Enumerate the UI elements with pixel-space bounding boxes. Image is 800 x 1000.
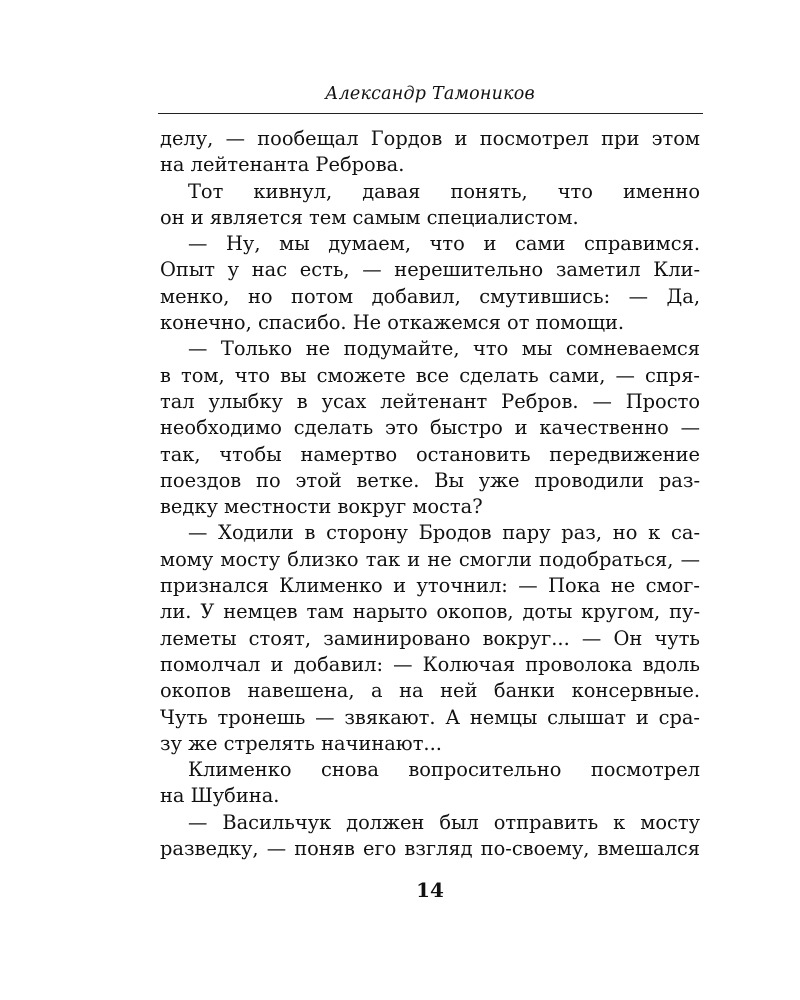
text-line: помолчал и добавил: — Колючая проволока вдоль	[160, 652, 700, 676]
text-line: — Ходили в сторону Бродов пару раз, но к са-	[188, 521, 700, 545]
text-line: на лейтенанта Реброва.	[160, 153, 405, 177]
text-line: делу, — пообещал Гордов и посмотрел при этом	[160, 127, 700, 150]
text-line: менко, но потом добавил, смутившись: — Да,	[160, 284, 700, 308]
page-number: 14	[416, 878, 444, 902]
text-line: Опыт у нас есть, — нерешительно заметил Кли-	[160, 258, 700, 282]
text-line: Тот кивнул, давая понять, что именно	[188, 179, 700, 203]
text-line: он и является тем самым специалистом.	[160, 205, 579, 229]
page-body-text	[160, 126, 700, 862]
text-line: признался Клименко и уточнил: — Пока не смог-	[160, 574, 700, 598]
text-line: ли. У немцев там нарыто окопов, доты кругом, пу-	[160, 600, 700, 624]
text-line: тал улыбку в усах лейтенант Ребров. — Просто	[160, 389, 700, 413]
text-line: Клименко снова вопросительно посмотрел	[188, 758, 700, 782]
text-line: так, чтобы намертво остановить передвижение	[160, 442, 700, 466]
text-line: леметы стоят, заминировано вокруг... — Он чуть	[160, 626, 700, 650]
text-line: — Только не подумайте, что мы сомневаемся	[188, 337, 700, 361]
text-line: Чуть тронешь — звякают. А немцы слышат и сра-	[160, 705, 700, 729]
text-line: поездов по этой ветке. Вы уже проводили раз-	[160, 468, 700, 492]
text-line: необходимо сделать это быстро и качественно —	[160, 416, 700, 440]
text-line: конечно, спасибо. Не откажемся от помощи.	[160, 311, 625, 335]
text-line: — Ну, мы думаем, что и сами справимся.	[188, 232, 700, 256]
text-line: ведку местности вокруг моста?	[160, 495, 483, 519]
text-line: разведку, — поняв его взгляд по-своему, вмешался	[160, 837, 700, 861]
text-line: — Васильчук должен был отправить к мосту	[188, 810, 700, 834]
header-divider	[158, 113, 703, 114]
running-head-author: Александр Тамоников	[325, 84, 535, 104]
text-line: окопов навешена, а на ней банки консервные.	[160, 679, 700, 703]
text-line: на Шубина.	[160, 784, 280, 808]
text-line: зу же стрелять начинают...	[160, 731, 442, 755]
text-line: мому мосту близко так и не смогли подобраться, —	[160, 547, 700, 571]
text-line: в том, что вы сможете все сделать сами, — спря-	[160, 363, 700, 387]
